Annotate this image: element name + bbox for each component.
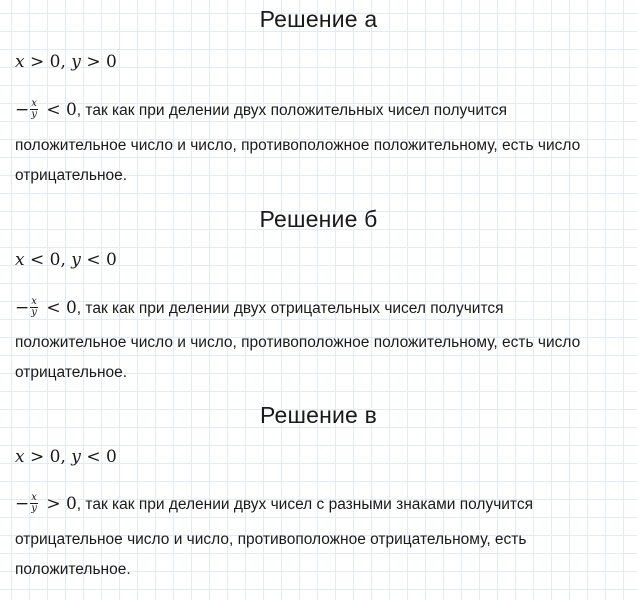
section-heading: Решение б (259, 206, 378, 232)
explanation-line: отрицательное. (15, 364, 128, 381)
expression-formula: − $\frac{x}{y}$ < 0 (15, 98, 77, 120)
expression-formula: − $\frac{x}{y}$ > 0 (15, 492, 77, 514)
condition-formula: x > 0, y < 0 (15, 447, 117, 467)
explanation-line: отрицательное. (15, 167, 128, 184)
condition-formula: x < 0, y < 0 (15, 250, 117, 270)
condition-formula: x > 0, y > 0 (15, 52, 117, 72)
explanation-line: − $\frac{x}{y}$ < 0, так как при делении двух положительных чисел получится (15, 98, 508, 120)
explanation-line: положительное число и число, противоположное положительному, есть число (15, 334, 581, 351)
expression-formula: − $\frac{x}{y}$ < 0 (15, 296, 77, 318)
explanation-line: − $\frac{x}{y}$ > 0, так как при делении двух чисел с разными знаками получится (15, 492, 534, 514)
section-heading: Решение в (259, 402, 378, 428)
explanation-line: положительное число и число, противоположное положительному, есть число (15, 137, 581, 154)
explanation-line: − $\frac{x}{y}$ < 0, так как при делении двух отрицательных чисел получится (15, 296, 504, 318)
explanation-line: положительное. (15, 561, 131, 578)
explanation-line: отрицательное число и число, противоположное отрицательному, есть (15, 531, 527, 548)
section-heading: Решение а (259, 6, 378, 32)
